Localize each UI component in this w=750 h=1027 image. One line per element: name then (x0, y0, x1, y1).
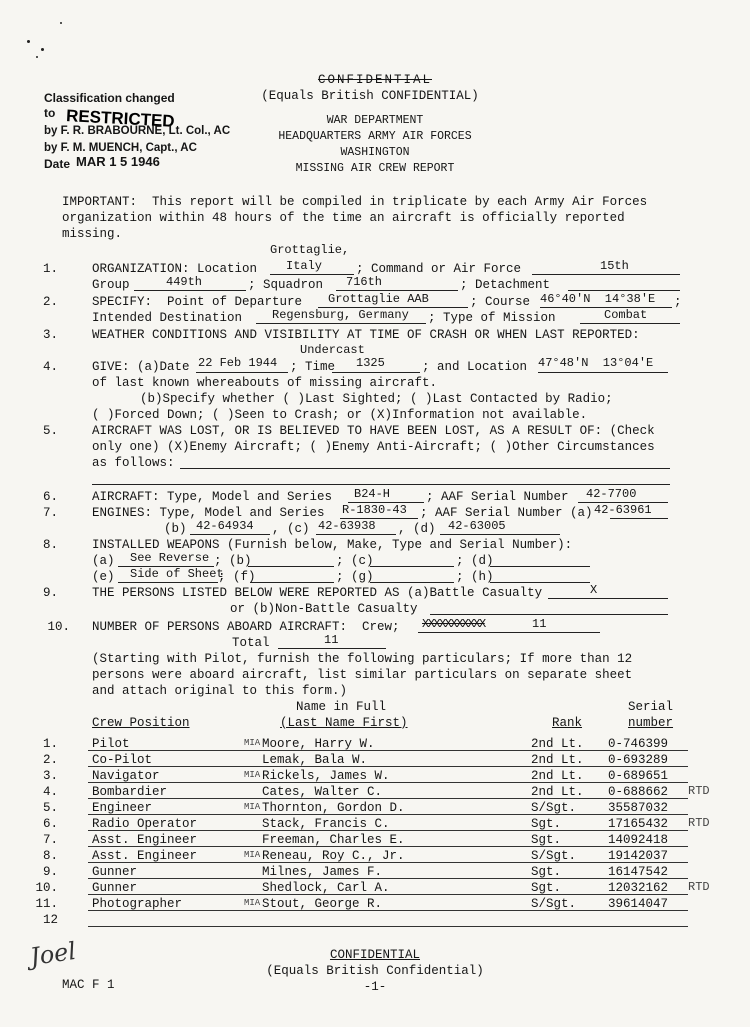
crew-serial: 14092418 (608, 833, 669, 847)
item-number: 5. (42, 424, 58, 438)
weapon-e-label: (e) (92, 570, 115, 584)
crew-position: Asst. Engineer (92, 833, 198, 847)
important-line-3: missing. (62, 227, 123, 241)
crew-serial: 19142037 (608, 849, 669, 863)
total-count: 11 (324, 633, 339, 647)
item-number: 1. (42, 262, 58, 276)
stamp-line-1: Classification changed (44, 91, 175, 105)
weather-value: Undercast (300, 343, 365, 357)
mission-label: ; Type of Mission (428, 311, 556, 325)
aircraft-serial-label: ; AAF Serial Number (426, 490, 569, 504)
restricted-overstamp: RESTRICTED (65, 106, 176, 131)
loss-cause-line-2: only one) (X)Enemy Aircraft; ( )Enemy Anti-Aircraft; ( )Other Circumstances (92, 440, 655, 454)
stamp-line-3: by F. R. BRABOURNE, Lt. Col., AC (44, 125, 231, 137)
location-label: ; and Location (422, 360, 528, 374)
header-headquarters: HEADQUARTERS ARMY AIR FORCES (278, 130, 472, 143)
crew-rank: 2nd Lt. (531, 737, 584, 751)
header-classification: CONFIDENTIAL (317, 73, 432, 87)
command-value: 15th (600, 259, 629, 273)
crew-rank: S/Sgt. (531, 897, 577, 911)
col-header-position: Crew Position (92, 716, 190, 730)
instructions-line-2: persons were aboard aircraft, list similar particulars on separate sheet (92, 668, 633, 682)
engine-b-serial: 42-64934 (196, 519, 254, 533)
status-mark: MIA (244, 770, 261, 780)
crew-rank: Sgt. (531, 817, 562, 831)
squadron-value: 716th (346, 275, 383, 289)
crew-rank: Sgt. (531, 881, 562, 895)
squadron-label: ; Squadron (248, 278, 324, 292)
date-value: 22 Feb 1944 (198, 356, 278, 370)
group-value: 449th (166, 275, 203, 289)
crew-name: Rickels, James W. (262, 769, 390, 783)
non-battle-label: or (b)Non-Battle Casualty (230, 602, 418, 616)
form-number: MAC F 1 (62, 978, 115, 992)
weapon-h-label: ; (h) (456, 570, 494, 584)
crew-serial: 0-746399 (608, 737, 669, 751)
crew-position: Gunner (92, 881, 138, 895)
engine-d-label: , (d) (398, 522, 436, 536)
row-number: 7. (42, 833, 58, 847)
row-number: 3. (42, 769, 58, 783)
loss-cause-line-1: AIRCRAFT WAS LOST, OR IS BELIEVED TO HAVE BEEN LOST, AS A RESULT OF: (Check (92, 424, 655, 438)
crew-rank: 2nd Lt. (531, 769, 584, 783)
engine-c-serial: 42-63938 (318, 519, 376, 533)
row-number: 8. (42, 849, 58, 863)
row-number: 6. (42, 817, 58, 831)
total-label: Total (232, 636, 270, 650)
ink-speck (60, 22, 62, 24)
crew-serial: 39614047 (608, 897, 669, 911)
crew-position: Engineer (92, 801, 153, 815)
destination-value: Regensburg, Germany (272, 308, 409, 322)
course-label: ; Course (470, 295, 531, 309)
item-number: 9. (42, 586, 58, 600)
engines-type-value: R-1830-43 (342, 503, 407, 517)
crew-name: Thornton, Gordon D. (262, 801, 405, 815)
stamp-line-4: by F. M. MUENCH, Capt., AC (44, 142, 197, 154)
weapon-c-label: ; (c) (336, 554, 374, 568)
row-number: 11. (35, 897, 58, 911)
item-number: 3. (42, 328, 58, 342)
org-label: ORGANIZATION: Location (92, 262, 258, 276)
status-mark: MIA (244, 738, 261, 748)
stamp-date-label: Date (44, 157, 71, 171)
important-line-2: organization within 48 hours of the time an aircraft is officially reported (62, 211, 625, 225)
crew-serial: 0-689651 (608, 769, 669, 783)
col-header-name-2: (Last Name First) (280, 716, 408, 730)
col-header-rank: Rank (552, 716, 583, 730)
engines-serial-label: ; AAF Serial Number (a) (420, 506, 593, 520)
item-number: 6. (42, 490, 58, 504)
weapon-b-label: ; (b) (214, 554, 252, 568)
row-number: 5. (42, 801, 58, 815)
row-number: 9. (42, 865, 58, 879)
weapons-label: INSTALLED WEAPONS (Furnish below, Make, Type and Serial Number): (92, 538, 573, 552)
crew-rank: S/Sgt. (531, 849, 577, 863)
aircraft-label: AIRCRAFT: Type, Model and Series (92, 490, 333, 504)
crew-name: Lemak, Bala W. (262, 753, 368, 767)
row-number: 12 (42, 913, 58, 927)
footer-classification: CONFIDENTIAL (329, 948, 420, 962)
crew-position: Navigator (92, 769, 160, 783)
row-number: 4. (42, 785, 58, 799)
departure-value: Grottaglie AAB (328, 292, 429, 306)
loss-cause-line-3: as follows: (92, 456, 175, 470)
engine-c-label: , (c) (272, 522, 310, 536)
crew-rank: Sgt. (531, 865, 562, 879)
org-location-value: Italy (286, 259, 323, 273)
stamp-date-value: MAR 1 5 1946 (76, 154, 160, 169)
stamp-line-2: to (44, 106, 56, 120)
header-equals-british: (Equals British CONFIDENTIAL) (261, 89, 479, 103)
crew-name: Cates, Walter C. (262, 785, 383, 799)
crew-position: Co-Pilot (92, 753, 153, 767)
crew-rank: S/Sgt. (531, 801, 577, 815)
weapon-a-value: See Reverse (130, 551, 210, 565)
col-header-serial-1: Serial (628, 700, 674, 714)
crew-name: Shedlock, Carl A. (262, 881, 390, 895)
crew-name: Stout, George R. (262, 897, 383, 911)
instructions-line-3: and attach original to this form.) (92, 684, 348, 698)
important-line-1: IMPORTANT: This report will be compiled in triplicate by each Army Air Forces (62, 195, 648, 209)
whereabouts-text: of last known whereabouts of missing aircraft. (92, 376, 438, 390)
crew-position: Gunner (92, 865, 138, 879)
crew-position: Photographer (92, 897, 183, 911)
course-value: 46°40'N 14°38'E (540, 292, 656, 306)
aircraft-serial-value: 42-7700 (586, 487, 637, 501)
crew-serial: 0-688662 (608, 785, 669, 799)
crew-rank: 2nd Lt. (531, 785, 584, 799)
aircraft-type-value: B24-H (354, 487, 391, 501)
header-title: MISSING AIR CREW REPORT (295, 162, 455, 175)
org-location-above: Grottaglie, (270, 243, 350, 257)
item-number: 4. (42, 360, 58, 374)
crew-name: Moore, Harry W. (262, 737, 375, 751)
item-number: 7. (42, 506, 58, 520)
crew-position: Asst. Engineer (92, 849, 198, 863)
status-mark: MIA (244, 850, 261, 860)
status-mark: MIA (244, 898, 261, 908)
item-number: 2. (42, 295, 58, 309)
ink-speck (27, 40, 30, 43)
crew-serial: 12032162 (608, 881, 669, 895)
weapon-f-label: ; (f) (218, 570, 256, 584)
header-department: WAR DEPARTMENT (326, 114, 424, 127)
time-label: ; Time (290, 360, 336, 374)
page-number: -1- (363, 980, 387, 994)
destination-label: Intended Destination (92, 311, 243, 325)
group-label: Group (92, 278, 130, 292)
crew-position: Radio Operator (92, 817, 198, 831)
crew-name: Reneau, Roy C., Jr. (262, 849, 405, 863)
weather-label: WEATHER CONDITIONS AND VISIBILITY AT TIME OF CRASH OR WHEN LAST REPORTED: (92, 328, 640, 342)
col-header-serial-2: number (628, 716, 674, 730)
weapon-g-label: ; (g) (336, 570, 374, 584)
crew-count: 11 (532, 617, 547, 631)
item-number: 8. (42, 538, 58, 552)
departure-label: SPECIFY: Point of Departure (92, 295, 303, 309)
header-city: WASHINGTON (340, 146, 410, 159)
engine-d-serial: 42-63005 (448, 519, 506, 533)
row-number: 2. (42, 753, 58, 767)
status-mark: MIA (244, 802, 261, 812)
row-number: 1. (42, 737, 58, 751)
mission-value: Combat (604, 308, 648, 322)
instructions-line-1: (Starting with Pilot, furnish the following particulars; If more than 12 (92, 652, 633, 666)
weapon-d-label: ; (d) (456, 554, 494, 568)
row-number: 10. (35, 881, 58, 895)
engines-label: ENGINES: Type, Model and Series (92, 506, 325, 520)
engine-b-label: (b) (164, 522, 187, 536)
crew-serial: 35587032 (608, 801, 669, 815)
row-note: RTD (688, 880, 710, 894)
crew-name: Stack, Francis C. (262, 817, 390, 831)
crew-position: Bombardier (92, 785, 168, 799)
ink-speck (36, 56, 38, 58)
location-value: 47°48'N 13°04'E (538, 356, 654, 370)
date-label: GIVE: (a)Date (92, 360, 190, 374)
handwritten-initials: Joel (28, 936, 78, 972)
crew-name: Milnes, James F. (262, 865, 383, 879)
row-note: RTD (688, 816, 710, 830)
detachment-label: ; Detachment (460, 278, 551, 292)
persons-aboard-label: NUMBER OF PERSONS ABOARD AIRCRAFT: Crew; (92, 620, 400, 634)
specify-line-1: (b)Specify whether ( )Last Sighted; ( )Last Contacted by Radio; (140, 392, 613, 406)
col-header-name-1: Name in Full (296, 700, 387, 714)
ink-speck (41, 48, 44, 51)
casualty-label: THE PERSONS LISTED BELOW WERE REPORTED AS (a)Battle Casualty (92, 586, 543, 600)
weapon-e-value: Side of Sheet (130, 567, 224, 581)
command-label: ; Command or Air Force (356, 262, 522, 276)
crew-serial: 0-693289 (608, 753, 669, 767)
crew-struck-text: XXXXXXXXXXX (422, 617, 485, 631)
footer-equals-british: (Equals British Confidential) (266, 964, 484, 978)
item-number: 10. (47, 620, 70, 634)
crew-serial: 17165432 (608, 817, 669, 831)
crew-name: Freeman, Charles E. (262, 833, 405, 847)
course-end: ; (674, 295, 682, 309)
row-note: RTD (688, 784, 710, 798)
weapon-a-label: (a) (92, 554, 115, 568)
battle-casualty-mark: X (590, 583, 598, 597)
time-value: 1325 (356, 356, 385, 370)
crew-rank: Sgt. (531, 833, 562, 847)
crew-position: Pilot (92, 737, 130, 751)
specify-line-2: ( )Forced Down; ( )Seen to Crash; or (X)Information not available. (92, 408, 588, 422)
crew-rank: 2nd Lt. (531, 753, 584, 767)
engine-a-serial: 42-63961 (594, 503, 652, 517)
crew-serial: 16147542 (608, 865, 669, 879)
